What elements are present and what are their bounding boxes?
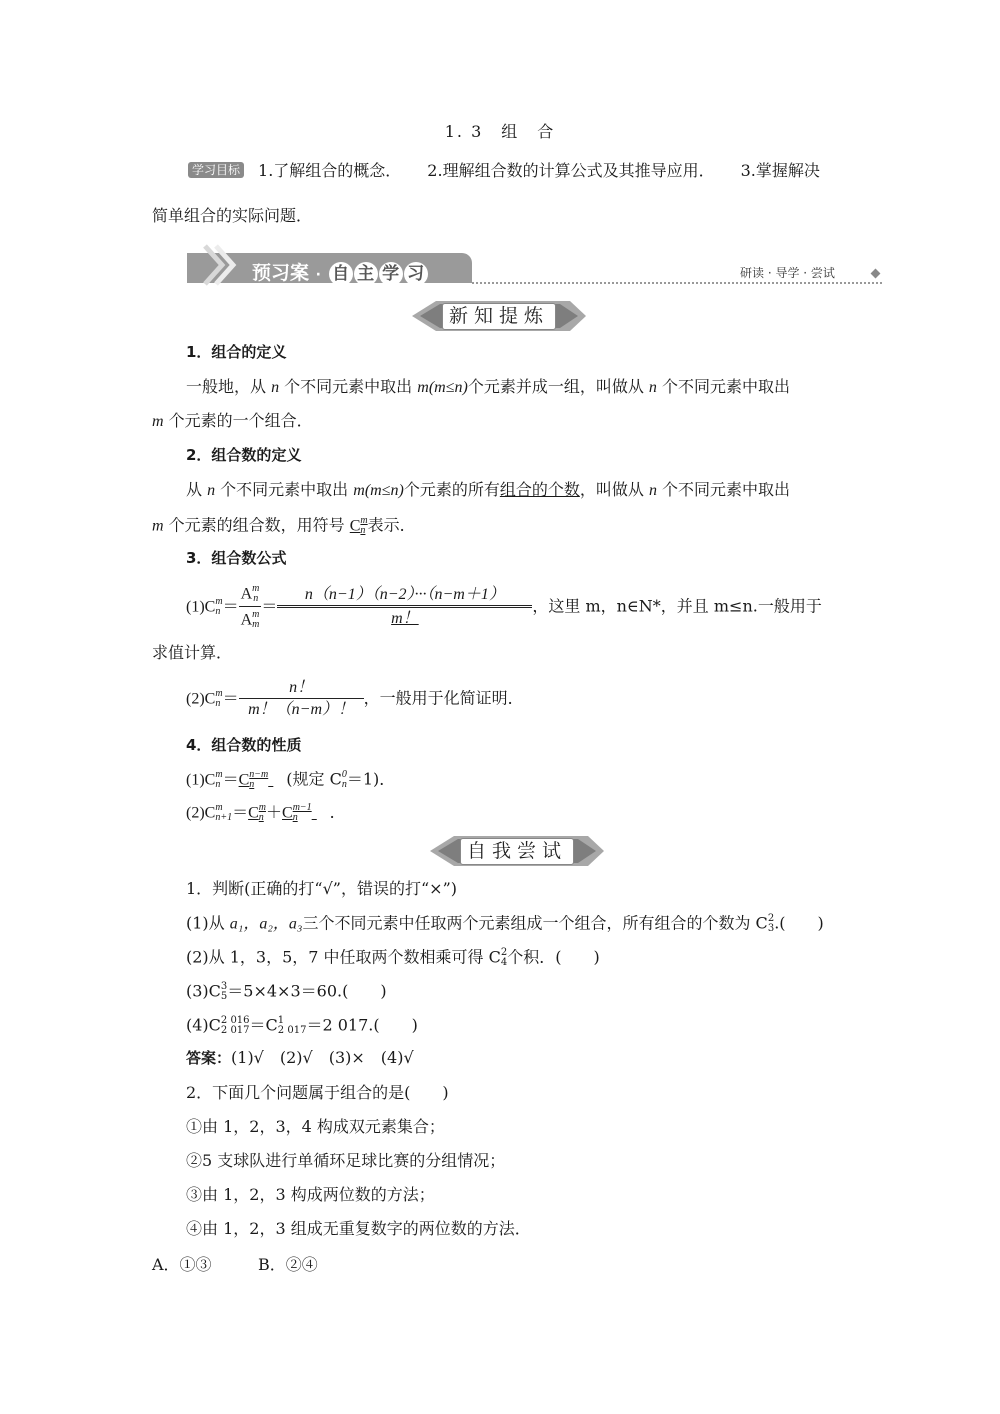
var-m: m	[152, 517, 164, 535]
equals: ＝	[222, 769, 239, 789]
heading-2: 2．组合数的定义	[186, 446, 302, 464]
equals: ＝	[232, 802, 249, 822]
sup: m	[252, 583, 260, 594]
denominator: m！（n−m）！	[248, 701, 355, 718]
question-2-option-2: ②5 支球队进行单循环足球比赛的分组情况；	[186, 1151, 506, 1170]
formula-label: (1)C	[186, 771, 216, 789]
formula-label: (2)C	[186, 804, 216, 822]
answer-line	[186, 1050, 414, 1066]
text: ＝5×4×3＝60.( )	[227, 981, 387, 1001]
goal-2: 2.理解组合数的计算公式及其推导应用．	[427, 161, 715, 180]
sup: 3	[220, 981, 228, 992]
paragraph-1-line-2	[152, 413, 313, 430]
answer-label: 答案：	[186, 1049, 232, 1067]
sub: m	[252, 619, 260, 630]
text: 个元素的一个组合．	[163, 411, 313, 430]
sup: m	[215, 596, 223, 607]
question-2-option-3: ③由 1，2，3 构成两位数的方法；	[186, 1185, 435, 1204]
sup-sub	[215, 689, 222, 709]
var-n: n	[648, 482, 657, 499]
question-2: 2．下面几个问题属于组合的是( )	[186, 1083, 449, 1102]
text: 三个不同元素中任取两个元素组成一个组合，所有组合的个数为 C	[302, 913, 768, 933]
sub: n	[253, 593, 259, 604]
text: 个元素的所有	[403, 480, 500, 499]
text: (1)从	[186, 913, 230, 933]
property-1	[186, 770, 395, 790]
equals: ＝	[222, 688, 239, 708]
learning-goals	[188, 162, 820, 179]
sub: n	[215, 779, 221, 790]
heading-4: 4．组合数的性质	[186, 736, 302, 754]
text: ＝1)．	[346, 769, 396, 789]
answer-blank	[312, 805, 330, 821]
var-m: m(m≤n)	[353, 482, 404, 499]
sup: n−m	[249, 769, 269, 780]
text: 个不同元素中取出	[656, 480, 791, 499]
text: ，这里 m，n∈N*，并且 m≤n.一般用于	[532, 596, 822, 616]
sup: m	[360, 515, 368, 526]
sup: 2	[767, 913, 775, 924]
sub: n	[292, 812, 298, 823]
text: ，叫做从	[579, 480, 649, 499]
sup: m	[252, 609, 260, 620]
question-2-option-4: ④由 1，2，3 组成无重复数字的两位数的方法．	[186, 1219, 531, 1238]
paragraph-1-line-1	[186, 379, 790, 396]
diamond-icon	[871, 269, 881, 279]
sup-sub	[215, 597, 222, 617]
sub: n+1	[215, 812, 233, 823]
fraction-a	[239, 584, 262, 630]
symbol-a: A	[240, 585, 253, 603]
formula-1	[186, 584, 822, 630]
text: (规定 C	[286, 769, 342, 789]
sub: 3	[767, 923, 775, 934]
answer-text: (1)√ (2)√ (3)× (4)√	[231, 1048, 414, 1067]
underlined-answer: 组合的个数	[499, 480, 580, 499]
sub: 2 017	[277, 1025, 307, 1036]
text: (4)C	[186, 1015, 221, 1035]
property-2	[186, 803, 346, 823]
circled-char-3: 学	[379, 262, 403, 286]
var-n: n	[648, 379, 657, 396]
answer-symbol: C	[238, 771, 250, 789]
fraction-product	[277, 587, 532, 627]
sup: m−1	[292, 802, 312, 813]
text: ＝C	[249, 1015, 278, 1035]
answer-bracket: .( )	[774, 913, 824, 933]
sub: 4	[500, 957, 508, 968]
choice-b: B．②④	[258, 1255, 318, 1274]
sup: 1	[277, 1015, 285, 1026]
formula-label: (2)C	[186, 690, 216, 708]
text: ．	[329, 802, 346, 822]
banner-prefix: 预习案	[252, 262, 310, 284]
var-m: m	[152, 413, 164, 430]
formula-2	[186, 680, 524, 718]
double-chevron-icon	[200, 243, 250, 293]
banner-right-tag: 研读 · 导学 · 尝试	[740, 266, 835, 280]
ribbon-self-test	[428, 833, 606, 869]
question-2-option-1: ①由 1，2，3，4 构成双元素集合；	[186, 1117, 445, 1136]
text: (3)C	[186, 981, 221, 1001]
goal-3: 3.掌握解决	[740, 161, 820, 180]
var-n: n	[271, 379, 280, 396]
text: 表示．	[367, 515, 416, 535]
var-n: n	[207, 482, 216, 499]
text: 一般地，从	[186, 377, 272, 396]
sub: 5	[220, 991, 228, 1002]
question-1: 1．判断(正确的打“√”，错误的打“×”)	[186, 879, 457, 898]
sup: 0	[341, 769, 347, 780]
fraction-factorial	[239, 680, 364, 718]
text: 个不同元素中取出	[215, 480, 354, 499]
sub: n	[341, 779, 347, 790]
circled-char-4: 习	[404, 262, 428, 286]
page-title: 1. 3 组 合	[444, 122, 556, 141]
sub: n	[249, 779, 255, 790]
sup: m	[215, 802, 223, 813]
sub: n	[215, 606, 221, 617]
text: 个元素的组合数，用符号	[163, 515, 350, 535]
variables: a₁，a₂，a₃	[229, 915, 303, 933]
sup-sub	[360, 516, 367, 536]
heading-3: 3．组合数公式	[186, 549, 287, 567]
text: 从	[186, 480, 208, 499]
sup: m	[258, 802, 266, 813]
text: 个不同元素中取出	[279, 377, 418, 396]
banner-title	[252, 258, 428, 286]
sub: 2 017	[220, 1025, 250, 1036]
circled-char-2: 主	[354, 262, 378, 286]
goal-1: 1.了解组合的概念．	[258, 161, 402, 180]
plus: ＋	[266, 802, 283, 822]
sub: n	[360, 525, 366, 536]
var-m: m(m≤n)	[417, 379, 468, 396]
sup: m	[215, 769, 223, 780]
sup: 2	[500, 947, 508, 958]
heading-1: 1．组合的定义	[186, 343, 287, 361]
denominator: m！	[391, 610, 419, 627]
question-1-3	[186, 982, 387, 1002]
paragraph-2-line-2	[152, 516, 416, 536]
numerator: n！	[239, 680, 364, 699]
answer-blank	[268, 772, 286, 788]
text: (2)从 1，3，5，7 中任取两个数相乘可得 C	[186, 947, 501, 967]
text: ，一般用于化简证明．	[363, 688, 524, 708]
sub: n	[258, 812, 264, 823]
text: ＝2 017.( )	[306, 1015, 418, 1035]
symbol-c: C	[349, 517, 361, 535]
text: 个积．( )	[507, 947, 600, 967]
answer-symbol: C	[282, 804, 293, 822]
sup: m	[215, 688, 223, 699]
question-1-4	[186, 1016, 418, 1036]
ribbon-label: 新知提炼	[442, 303, 556, 330]
text: 个不同元素中取出	[656, 377, 791, 396]
sup: 2 016	[220, 1015, 250, 1026]
choice-a: A．①③	[152, 1255, 212, 1274]
banner-dot: ·	[315, 267, 321, 283]
answer-symbol: C	[248, 804, 259, 822]
numerator: n（n−1）（n−2）···（n−m＋1）	[277, 587, 532, 608]
formula-1-continuation: 求值计算．	[152, 643, 233, 662]
circled-char-1: 自	[329, 262, 353, 286]
question-1-1	[186, 914, 824, 934]
banner-dotted-rule	[472, 282, 882, 284]
text: 个元素并成一组，叫做从	[467, 377, 649, 396]
symbol-a: A	[240, 611, 253, 629]
paragraph-2-line-1	[186, 482, 790, 499]
question-1-2	[186, 948, 600, 968]
formula-label: (1)C	[186, 598, 216, 616]
ribbon-label: 自我尝试	[460, 838, 574, 865]
equals: ＝	[222, 596, 239, 616]
sub: n	[215, 698, 221, 709]
ribbon-new-knowledge	[410, 298, 588, 334]
learning-goals-badge: 学习目标	[188, 162, 244, 178]
equals: ＝	[261, 596, 278, 616]
goal-3-continuation: 简单组合的实际问题．	[152, 206, 313, 225]
